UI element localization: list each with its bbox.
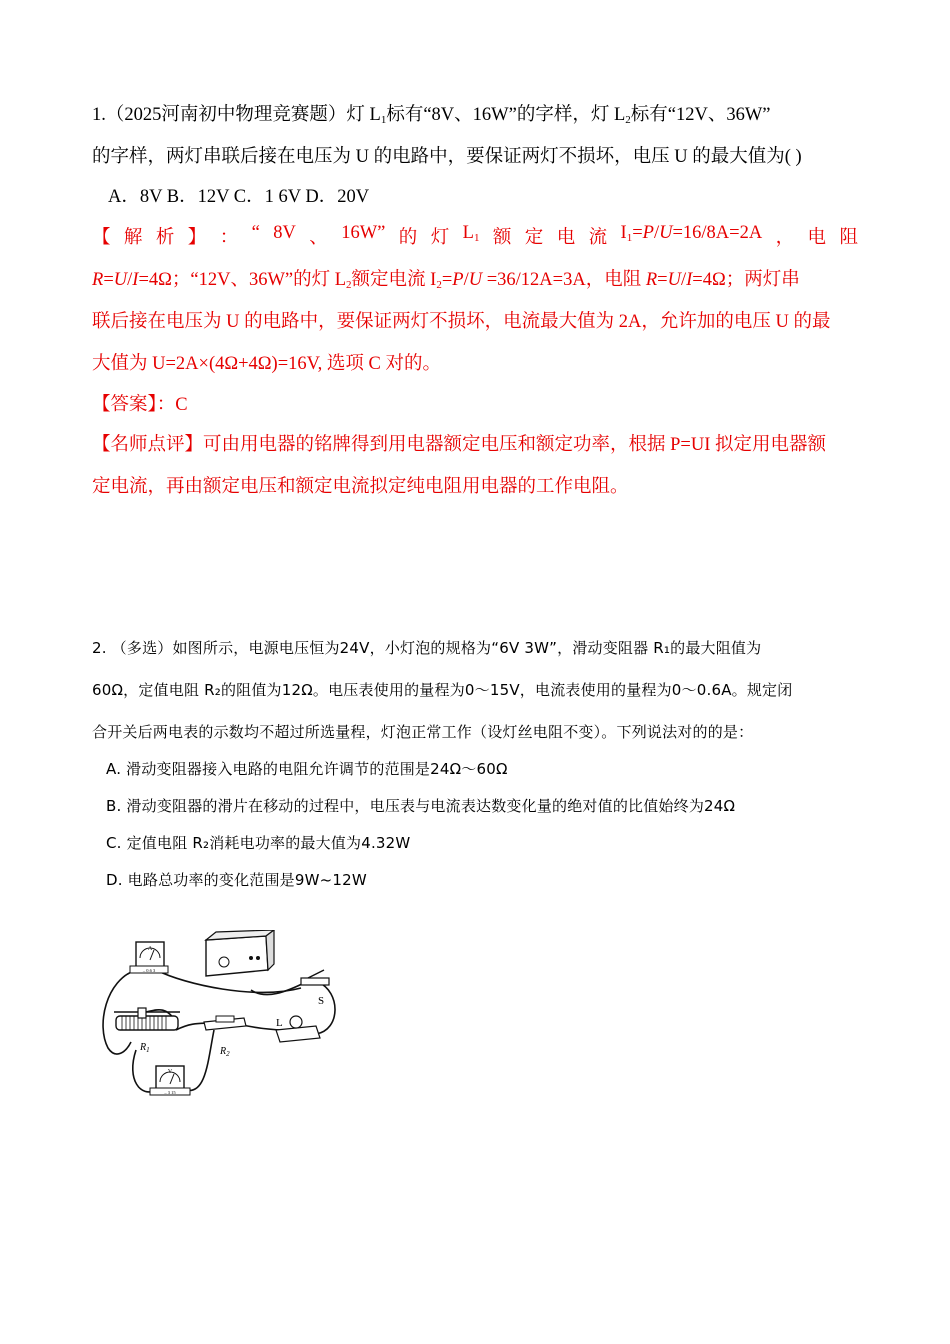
formula: U xyxy=(667,270,681,290)
analysis-word: 】 xyxy=(187,228,207,248)
formula: U xyxy=(468,270,483,290)
analysis-word: 电 xyxy=(807,228,827,248)
formula: R xyxy=(645,270,658,290)
q1-source: （2025河南初中物理竞赛题） xyxy=(105,105,347,125)
analysis-word: $I_1=P/U=16/8A=2A$ xyxy=(620,223,763,244)
analysis-word: 流 xyxy=(588,228,608,248)
voltmeter-terminals: – 3 15 xyxy=(164,1090,176,1095)
r1-sub: 1 xyxy=(146,1046,150,1054)
q1-analysis-line-4: 大值为 U=2A×(4Ω+4Ω)=16V, 选项 C 对的。 xyxy=(92,354,441,374)
analysis-word: “ xyxy=(251,223,260,243)
q1-line-2: 的字样，两灯串联后接在电压为 U 的电路中，要保证两灯不损坏，电压 U 的最大值为( ) xyxy=(92,147,802,167)
switch-label: S xyxy=(318,995,325,1007)
analysis-word: 电 xyxy=(556,228,576,248)
q1-analysis-line-3: 联后接在电压为 U 的电路中，要保证两灯不损坏，电流最大值为 2A，允许加的电压 U 的最 xyxy=(92,312,831,332)
analysis-word: 16W” xyxy=(341,223,386,243)
q2-line-1: 2. （多选）如图所示，电源电压恒为24V，小灯泡的规格为“6V 3W”，滑动变阻器 R₁的最大阻值为 xyxy=(92,639,762,657)
q2-line-3: 合开关后两电表的示数均不超过所选量程，灯泡正常工作（设灯丝电阻不变）。下列说法对的的是： xyxy=(92,723,754,741)
analysis-word: ： xyxy=(219,228,239,248)
analysis-word: 的 xyxy=(398,228,418,248)
q1-analysis-line-2: R=U/I=4Ω；“12V、36W”的灯 $L_2$额定电流 $I_2=P/U =36/12A=3A$，电阻 R=U/I=4Ω；两灯串 xyxy=(92,270,800,291)
analysis-word: 【 xyxy=(92,228,111,248)
lamp-label: L xyxy=(276,1017,283,1029)
analysis-word: 解 xyxy=(123,228,143,248)
r2-label xyxy=(219,1046,230,1058)
formula: P xyxy=(452,270,464,290)
r1-letter: R xyxy=(140,1042,147,1053)
formula: I xyxy=(686,270,693,290)
voltmeter xyxy=(150,1066,190,1095)
analysis-word: $L_1$ xyxy=(462,223,480,244)
q1-sub: 2 xyxy=(625,114,631,126)
wire xyxy=(133,1050,156,1092)
analysis-word: 灯 xyxy=(430,228,450,248)
q1-stem-part: 标有“12V、36W” xyxy=(630,105,771,125)
q1-stem-part: 标有“8V、16W”的字样，灯 L xyxy=(386,105,626,125)
wire xyxy=(186,1030,214,1090)
q1-line-1 xyxy=(92,100,771,126)
r2-sub: 2 xyxy=(226,1050,230,1058)
sub: 2 xyxy=(436,279,442,291)
analysis-word: ， xyxy=(775,228,795,248)
r2-letter: R xyxy=(220,1046,227,1057)
q1-comment-line-2: 定电流，再由额定电压和额定电流拟定纯电阻用电器的工作电阻。 xyxy=(92,477,629,497)
q1-number: 1. xyxy=(92,105,106,125)
analysis-word: 8V xyxy=(273,223,296,243)
q1-answer: 【答案】：C xyxy=(92,395,188,415)
power-supply xyxy=(206,930,274,976)
sub: 2 xyxy=(346,279,352,291)
q1-analysis-line-1 xyxy=(92,223,858,249)
analysis-word: 额 xyxy=(492,228,512,248)
r1-label xyxy=(139,1042,150,1054)
voltmeter-symbol: V xyxy=(167,1069,173,1075)
ammeter xyxy=(130,942,168,973)
q1-sub: 1 xyxy=(380,114,387,126)
q1-stem-part: 灯 L xyxy=(346,105,381,125)
analysis-word: 析 xyxy=(155,228,175,248)
q1-comment-line-1: 【名师点评】可由用电器的铭牌得到用电器额定电压和额定功率，根据 P=UI 拟定用电器额 xyxy=(92,435,826,455)
q2-option-d: D. 电路总功率的变化范围是9W~12W xyxy=(106,871,367,889)
wire xyxy=(316,982,335,1034)
ammeter-terminals: – 0.6 3 xyxy=(142,968,156,973)
circuit-diagram xyxy=(96,930,346,1105)
formula: R xyxy=(92,270,104,290)
q2-line-2: 60Ω，定值电阻 R₂的阻值为12Ω。电压表使用的量程为0～15V，电流表使用的量程为0～0.6A。规定闭 xyxy=(92,681,793,699)
q2-option-c: C. 定值电阻 R₂消耗电功率的最大值为4.32W xyxy=(106,834,411,852)
analysis-word: 阻 xyxy=(839,228,858,248)
switch xyxy=(301,970,329,1007)
q1-options: A．8V B．12V C．1 6V D．20V xyxy=(108,187,370,207)
formula: U xyxy=(113,270,128,290)
ammeter-symbol: A xyxy=(147,946,153,952)
analysis-word: 定 xyxy=(524,228,544,248)
lamp xyxy=(276,1016,320,1042)
q2-option-a: A. 滑动变阻器接入电路的电阻允许调节的范围是24Ω～60Ω xyxy=(106,760,508,778)
q2-option-b: B. 滑动变阻器的滑片在移动的过程中，电压表与电流表达数变化量的绝对值的比值始终为24Ω xyxy=(106,797,736,815)
analysis-word: 、 xyxy=(309,228,328,248)
formula: I xyxy=(132,270,139,290)
